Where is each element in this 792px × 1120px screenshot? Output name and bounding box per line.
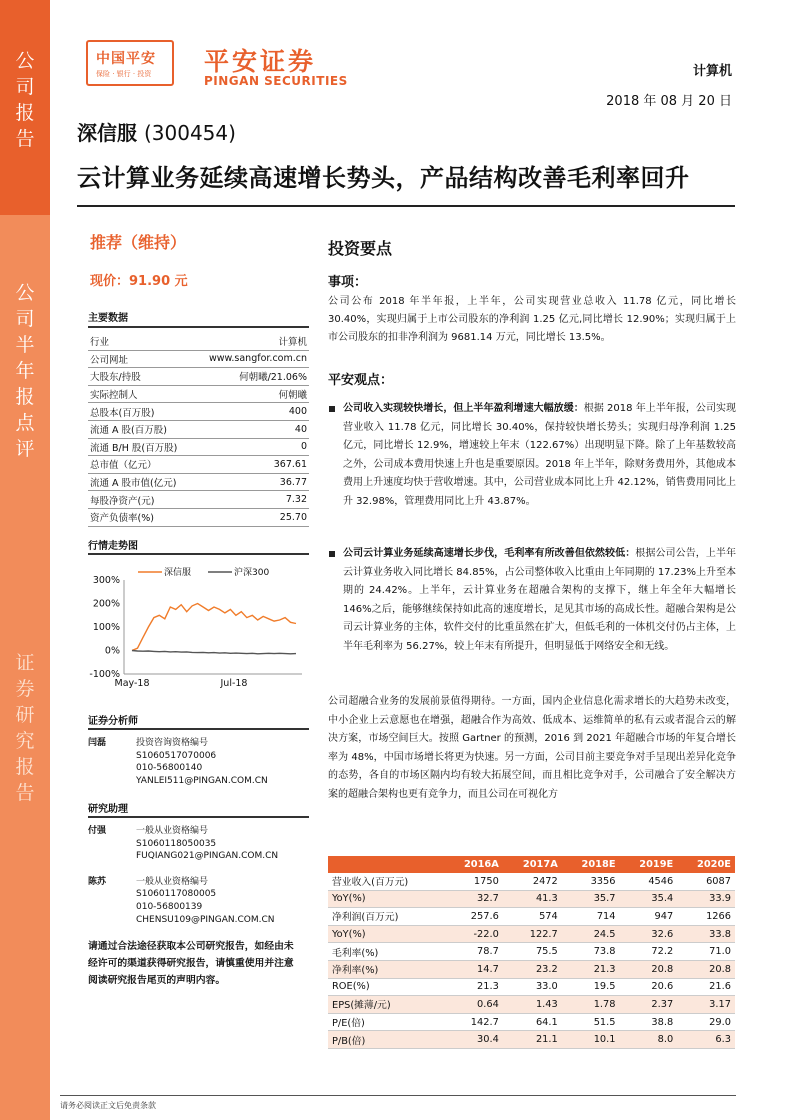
fin-table-row — [328, 873, 735, 890]
person-detail: S1060117080005 — [136, 889, 217, 900]
fin-cell: 78.7 — [444, 943, 503, 961]
key-data-divider — [88, 326, 309, 328]
person-detail: FUQIANG021@PINGAN.COM.CN — [136, 851, 279, 862]
y-tick-label: 100% — [92, 622, 120, 633]
key-data-value: www.sangfor.com.cn — [192, 350, 309, 368]
key-data-value: 367.61 — [192, 456, 309, 474]
fin-table-row — [328, 996, 735, 1014]
sidebar-char: 券 — [15, 678, 35, 700]
y-tick-label: 300% — [92, 575, 120, 586]
legend-label: 沪深300 — [234, 568, 270, 578]
fin-row-label: YoY(%) — [328, 890, 444, 908]
fin-table-row — [328, 908, 735, 926]
sidebar-char: 公 — [15, 282, 35, 304]
fin-cell: 21.6 — [677, 978, 735, 996]
person-detail: CHENSU109@PINGAN.COM.CN — [136, 914, 275, 925]
fin-cell: 29.0 — [677, 1013, 735, 1031]
fin-row-label: 净利率(%) — [328, 960, 444, 978]
fin-cell: 21.3 — [444, 978, 503, 996]
fin-cell: 14.7 — [444, 960, 503, 978]
y-tick-label: 200% — [92, 598, 120, 610]
fin-cell: 73.8 — [562, 943, 620, 961]
fin-table-row — [328, 925, 735, 943]
fin-cell: 6.3 — [677, 1031, 735, 1049]
person-name: 闫磊 — [88, 738, 107, 748]
fin-table-header: 2016A — [444, 856, 503, 873]
fin-cell: 38.8 — [620, 1013, 678, 1031]
key-data-value: 何朝曦/21.06% — [192, 368, 309, 386]
sidebar-label-company-report — [0, 0, 50, 215]
x-tick-label: Jul-18 — [220, 678, 248, 689]
fin-cell: 33.8 — [677, 925, 735, 943]
sidebar-label-half-year-review — [0, 280, 50, 462]
fin-cell: 33.9 — [677, 890, 735, 908]
fin-row-label: 毛利率(%) — [328, 943, 444, 961]
fin-row-label: P/B(倍) — [328, 1031, 444, 1049]
x-tick-label: May-18 — [114, 678, 150, 689]
fin-cell: 947 — [620, 908, 678, 926]
fin-cell: 19.5 — [562, 978, 620, 996]
bullet-marker — [329, 551, 335, 557]
sidebar-char: 司 — [15, 308, 35, 330]
fin-cell: 6087 — [677, 873, 735, 890]
person-detail: 一般从业资格编号 — [136, 826, 209, 836]
fin-cell: 8.0 — [620, 1031, 678, 1049]
fin-table-row — [328, 890, 735, 908]
brand-name-cn: 平安证券 — [204, 47, 317, 76]
fin-cell: 30.4 — [444, 1031, 503, 1049]
y-tick-label: -100% — [89, 669, 120, 680]
logo-tagline: 保险 · 银行 · 投资 — [96, 70, 152, 78]
key-data-label: 流通 A 股(百万股) — [88, 420, 192, 438]
fin-row-label: 营业收入(百万元) — [328, 873, 444, 890]
fin-cell: 20.8 — [620, 960, 678, 978]
access-disclaimer: 请通过合法途径获取本公司研究报告，如经由未经许可的渠道获得研究报告，请慎重使用并注意阅读研究报告尾页的声明内容。 — [88, 941, 294, 986]
key-data-label: 实际控制人 — [88, 385, 192, 403]
fin-table-row — [328, 1031, 735, 1049]
investment-highlights-title: 投资要点 — [328, 239, 393, 258]
key-data-value: 计算机 — [192, 333, 309, 350]
paragraph-3: 公司超融合业务的发展前景值得期待。一方面，国内企业信息化需求增长的大趋势未改变，中小企业上云意愿也在增强，超融合作为高效、低成本、运维简单的私有云或者混合云的解决方案，市场空间巨大。按照 Gartner 的预测，2016 到 2021 年超融合市场的年复合增长率为 48%，中国市场增长将更为快速。另一方面，公司目前主要竞争对手呈现出差异化竞争的态势，各自的市场区隔内均有较大拓展空间，而且相比竞争对手，公司融合了安全解决方案的超融合架构也更有竞争力，而且公司在可视化方 — [328, 696, 736, 800]
series-line-sangfor — [132, 604, 296, 651]
fin-cell: 72.2 — [620, 943, 678, 961]
fin-cell: 32.7 — [444, 890, 503, 908]
sidebar-char: 公 — [15, 50, 35, 72]
report-headline: 云计算业务延续高速增长势头，产品结构改善毛利率回升 — [77, 164, 690, 192]
fin-cell: 122.7 — [503, 925, 562, 943]
stock-code: (300454) — [143, 121, 236, 145]
fin-cell: 75.5 — [503, 943, 562, 961]
fin-table-row — [328, 943, 735, 961]
viewpoint-bullet-1 — [343, 400, 736, 512]
legend-label: 深信服 — [164, 568, 192, 578]
report-sidebar — [0, 0, 50, 1120]
fin-cell: 35.7 — [562, 890, 620, 908]
key-data-value: 25.70 — [192, 508, 309, 526]
fin-cell: 3356 — [562, 873, 620, 890]
sidebar-char: 半 — [15, 334, 35, 356]
rating: 推荐（维持） — [90, 233, 187, 252]
fin-cell: 257.6 — [444, 908, 503, 926]
key-data-row — [88, 403, 309, 421]
key-data-label: 每股净资产(元) — [88, 491, 192, 509]
fin-cell: 714 — [562, 908, 620, 926]
fin-table-row — [328, 960, 735, 978]
person-detail: 一般从业资格编号 — [136, 876, 209, 887]
fin-cell: 3.17 — [677, 996, 735, 1014]
fin-cell: 20.8 — [677, 960, 735, 978]
key-data-label: 流通 B/H 股(百万股) — [88, 438, 192, 456]
fin-cell: 1266 — [677, 908, 735, 926]
fin-row-label: YoY(%) — [328, 925, 444, 943]
key-data-row — [88, 508, 309, 526]
key-data-row — [88, 368, 309, 386]
fin-cell: 1.78 — [562, 996, 620, 1014]
fin-cell: 32.6 — [620, 925, 678, 943]
person-detail: YANLEI511@PINGAN.COM.CN — [136, 775, 268, 786]
sidebar-char: 报 — [15, 102, 35, 124]
fin-table-row — [328, 1013, 735, 1031]
fin-cell: 23.2 — [503, 960, 562, 978]
sidebar-char: 司 — [15, 76, 35, 98]
bullet-lead: 公司收入实现较快增长，但上半年盈利增速大幅放缓： — [343, 403, 584, 414]
sidebar-char: 评 — [15, 438, 35, 460]
fin-cell: 24.5 — [562, 925, 620, 943]
key-data-label: 公司网址 — [88, 350, 192, 368]
key-data-row — [88, 333, 309, 350]
fin-cell: 0.64 — [444, 996, 503, 1014]
key-data-title: 主要数据 — [88, 313, 128, 324]
person-name: 陈苏 — [88, 876, 107, 887]
person-detail: S1060118050035 — [136, 838, 217, 849]
key-data-table — [88, 333, 309, 527]
fin-cell: 64.1 — [503, 1013, 562, 1031]
y-tick-label: 0% — [104, 645, 120, 657]
key-data-row — [88, 420, 309, 438]
analyst-title: 证券分析师 — [88, 716, 138, 727]
fin-cell: 1750 — [444, 873, 503, 890]
key-data-row — [88, 438, 309, 456]
sidebar-char: 报 — [15, 756, 35, 778]
sidebar-label-securities-research — [0, 650, 50, 806]
company-name: 深信服 — [77, 121, 137, 145]
sidebar-char: 研 — [15, 704, 35, 726]
fin-cell: 21.3 — [562, 960, 620, 978]
bullet-marker — [329, 406, 335, 412]
bullet-lead: 公司云计算业务延续高速增长步伐，毛利率有所改善但依然较低： — [343, 548, 636, 559]
footer-disclaimer: 请务必阅读正文后免责条款 — [60, 1101, 156, 1110]
fin-cell: -22.0 — [444, 925, 503, 943]
person-detail: 010-56800139 — [136, 901, 203, 912]
person-detail: S1060517070006 — [136, 750, 217, 761]
sidebar-char: 年 — [15, 360, 35, 382]
fin-cell: 574 — [503, 908, 562, 926]
company-title — [77, 117, 236, 146]
fin-cell: 20.6 — [620, 978, 678, 996]
fin-cell: 1.43 — [503, 996, 562, 1014]
bullet-text: 根据公司公告，上半年云计算业务收入同比增长 84.85%，占公司整体收入比重由上年同期的 17.23%上升至本期的 24.42%。上半年，云计算业务在超融合架构的支撑下，继上年全年大幅增长 146%之后，能够继续保持如此高的速度增长，足见其市场的高成长性。超融合架构是公司云计算业务的主体，软件交付的比重虽然在扩大，但低毛利的一体机交付仍占主体，上半年毛利率为 56.27%，较上年末有所提升，但明显低于网络安全和无线。 — [343, 548, 737, 652]
key-data-value: 0 — [192, 438, 309, 456]
fin-row-label: EPS(摊薄/元) — [328, 996, 444, 1014]
price-trend-chart — [88, 562, 310, 697]
fin-table-header: 2018E — [562, 856, 620, 873]
key-data-label: 资产负债率(%) — [88, 508, 192, 526]
fin-cell: 35.4 — [620, 890, 678, 908]
person-name: 付强 — [88, 826, 107, 836]
key-data-label: 总股本(百万股) — [88, 403, 192, 421]
fin-table-header: 2017A — [503, 856, 562, 873]
current-price: 现价：91.90 元 — [90, 274, 188, 289]
assistant-divider — [88, 816, 309, 818]
logo-text: 中国平安 — [96, 51, 156, 67]
sidebar-char: 告 — [15, 782, 35, 804]
series-line-csi300 — [132, 651, 296, 654]
fin-cell: 21.1 — [503, 1031, 562, 1049]
financial-forecast-table — [328, 856, 735, 1049]
fin-table-header — [328, 856, 444, 873]
bullet-text: 根据 2018 年上半年报，公司实现营业收入 11.78 亿元，同比增长 30.40%，保持较快增长势头；实现归母净利润 1.25 亿元，同比增长 12.9%，增速较上年末（122.67%）出现明显下降。除了上年基数较高之外，公司成本费用快速上升也是重要原因。2018 年上半年，除财务费用外，其他成本费用上升速度均快于营收增速。其中，公司营业成本同比上升 42.12%，销售费用同比上升 32.98%，管理费用同比上升 43.87%。 — [343, 403, 737, 507]
fin-cell: 41.3 — [503, 890, 562, 908]
view-title: 平安观点： — [328, 373, 394, 388]
key-data-value: 40 — [192, 420, 309, 438]
fin-cell: 2.37 — [620, 996, 678, 1014]
report-date: 2018 年 08 月 20 日 — [606, 94, 732, 109]
key-data-label: 总市值（亿元） — [88, 456, 192, 474]
fin-row-label: 净利润(百万元) — [328, 908, 444, 926]
header-divider — [77, 205, 735, 207]
brand-name-en: PINGAN SECURITIES — [204, 74, 348, 88]
key-data-label: 大股东/持股 — [88, 368, 192, 386]
fin-table-row — [328, 978, 735, 996]
sidebar-char: 证 — [15, 652, 35, 674]
key-data-row — [88, 385, 309, 403]
ping-an-logo — [86, 40, 174, 86]
sidebar-char: 究 — [15, 730, 35, 752]
viewpoint-bullet-2 — [343, 545, 736, 657]
chart-title: 行情走势图 — [88, 541, 138, 552]
fin-row-label: P/E(倍) — [328, 1013, 444, 1031]
person-detail: 010-56800140 — [136, 763, 203, 774]
fin-table-header: 2020E — [677, 856, 735, 873]
events-title: 事项： — [328, 275, 368, 290]
key-data-row — [88, 350, 309, 368]
fin-cell: 142.7 — [444, 1013, 503, 1031]
key-data-row — [88, 456, 309, 474]
assistant-title: 研究助理 — [88, 804, 128, 815]
fin-cell: 33.0 — [503, 978, 562, 996]
fin-cell: 2472 — [503, 873, 562, 890]
person-detail: 投资咨询资格编号 — [136, 738, 209, 748]
key-data-value: 何朝曦 — [192, 385, 309, 403]
sidebar-char: 点 — [15, 412, 35, 434]
key-data-label: 行业 — [88, 333, 192, 350]
fin-table-header: 2019E — [620, 856, 678, 873]
key-data-value: 400 — [192, 403, 309, 421]
sidebar-char: 报 — [15, 386, 35, 408]
key-data-row — [88, 473, 309, 491]
fin-cell: 51.5 — [562, 1013, 620, 1031]
fin-cell: 10.1 — [562, 1031, 620, 1049]
events-paragraph: 公司公布 2018 年半年报，上半年，公司实现营业总收入 11.78 亿元，同比增长 30.40%，实现归属于上市公司股东的净利润 1.25 亿元,同比增长 12.90%；实现归属于上市公司股东的扣非净利润为 9681.14 万元，同比增长 13.5%。 — [328, 296, 736, 344]
fin-row-label: ROE(%) — [328, 978, 444, 996]
key-data-value: 36.77 — [192, 473, 309, 491]
fin-cell: 4546 — [620, 873, 678, 890]
analyst-divider — [88, 728, 309, 730]
fin-cell: 71.0 — [677, 943, 735, 961]
chart-divider — [88, 553, 309, 555]
key-data-label: 流通 A 股市值(亿元) — [88, 473, 192, 491]
industry-category: 计算机 — [692, 64, 732, 79]
sidebar-char: 告 — [15, 128, 35, 150]
key-data-row — [88, 491, 309, 509]
key-data-value: 7.32 — [192, 491, 309, 509]
footer-divider — [60, 1095, 736, 1096]
